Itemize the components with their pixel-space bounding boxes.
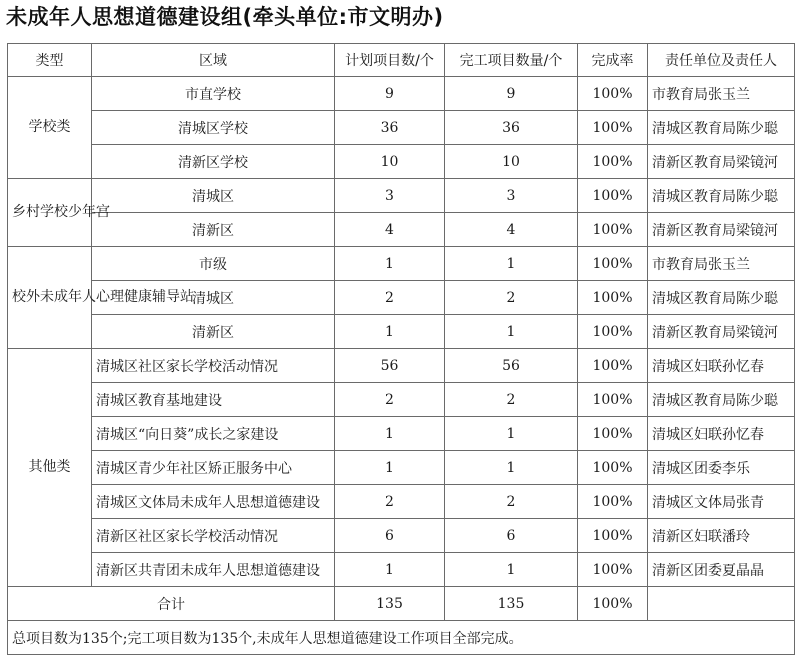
planned-cell: 10 [335,145,445,179]
rate-cell: 100% [578,519,648,553]
area-cell: 市级 [92,247,335,281]
total-label: 合计 [8,587,335,621]
header-area: 区域 [92,44,335,77]
area-cell: 清新区社区家长学校活动情况 [92,519,335,553]
area-cell: 清城区青少年社区矫正服务中心 [92,451,335,485]
table-row [8,179,795,213]
table-row [8,315,795,349]
rate-cell: 100% [578,111,648,145]
header-completed: 完工项目数量/个 [445,44,578,77]
rate-cell: 100% [578,77,648,111]
table-row [8,145,795,179]
responsible-cell: 清城区团委李乐 [648,451,795,485]
total-row [8,587,795,621]
table-row [8,519,795,553]
area-cell: 清新区共青团未成年人思想道德建设 [92,553,335,587]
responsible-cell: 清城区妇联孙忆春 [648,349,795,383]
type-cell: 校外未成年人心理健康辅导站 [8,247,92,349]
note-row [8,621,795,655]
responsible-cell: 清新区教育局梁镜河 [648,315,795,349]
rate-cell: 100% [578,281,648,315]
completed-cell: 6 [445,519,578,553]
completed-cell: 56 [445,349,578,383]
page-title: 未成年人思想道德建设组(牵头单位:市文明办) [6,5,444,29]
responsible-cell: 清新区妇联潘玲 [648,519,795,553]
type-cell: 乡村学校少年宫 [8,179,92,247]
responsible-cell: 清新区教育局梁镜河 [648,145,795,179]
responsible-cell: 清城区妇联孙忆春 [648,417,795,451]
planned-cell: 2 [335,485,445,519]
planned-cell: 2 [335,383,445,417]
table-row [8,111,795,145]
area-cell: 市直学校 [92,77,335,111]
area-cell: 清城区社区家长学校活动情况 [92,349,335,383]
completed-cell: 2 [445,485,578,519]
total-planned: 135 [335,587,445,621]
rate-cell: 100% [578,247,648,281]
responsible-cell: 市教育局张玉兰 [648,247,795,281]
responsible-cell: 市教育局张玉兰 [648,77,795,111]
type-cell: 其他类 [8,349,92,587]
table-row [8,383,795,417]
header-type: 类型 [8,44,92,77]
rate-cell: 100% [578,417,648,451]
area-cell: 清城区 [92,281,335,315]
rate-cell: 100% [578,451,648,485]
area-cell: 清新区 [92,315,335,349]
rate-cell: 100% [578,553,648,587]
rate-cell: 100% [578,145,648,179]
table-row [8,485,795,519]
completed-cell: 1 [445,247,578,281]
project-table [7,43,795,655]
table-row [8,349,795,383]
planned-cell: 56 [335,349,445,383]
responsible-cell: 清城区文体局张青 [648,485,795,519]
planned-cell: 6 [335,519,445,553]
responsible-cell: 清新区教育局梁镜河 [648,213,795,247]
summary-note: 总项目数为135个;完工项目数为135个,未成年人思想道德建设工作项目全部完成。 [8,621,795,655]
planned-cell: 36 [335,111,445,145]
responsible-cell: 清城区教育局陈少聪 [648,179,795,213]
rate-cell: 100% [578,349,648,383]
planned-cell: 1 [335,417,445,451]
completed-cell: 1 [445,451,578,485]
type-cell: 学校类 [8,77,92,179]
header-planned: 计划项目数/个 [335,44,445,77]
rate-cell: 100% [578,315,648,349]
planned-cell: 1 [335,315,445,349]
completed-cell: 2 [445,281,578,315]
table-row [8,77,795,111]
total-completed: 135 [445,587,578,621]
header-row [8,44,795,77]
table-row [8,553,795,587]
completed-cell: 1 [445,417,578,451]
planned-cell: 2 [335,281,445,315]
completed-cell: 9 [445,77,578,111]
planned-cell: 1 [335,451,445,485]
responsible-cell: 清城区教育局陈少聪 [648,111,795,145]
completed-cell: 36 [445,111,578,145]
completed-cell: 3 [445,179,578,213]
rate-cell: 100% [578,213,648,247]
area-cell: 清城区 [92,179,335,213]
total-responsible [648,587,795,621]
planned-cell: 1 [335,553,445,587]
total-rate: 100% [578,587,648,621]
completed-cell: 1 [445,553,578,587]
area-cell: 清城区文体局未成年人思想道德建设 [92,485,335,519]
table-row [8,417,795,451]
rate-cell: 100% [578,383,648,417]
responsible-cell: 清新区团委夏晶晶 [648,553,795,587]
planned-cell: 3 [335,179,445,213]
table-row [8,451,795,485]
area-cell: 清城区教育基地建设 [92,383,335,417]
rate-cell: 100% [578,179,648,213]
header-rate: 完成率 [578,44,648,77]
table-row [8,247,795,281]
responsible-cell: 清城区教育局陈少聪 [648,281,795,315]
header-responsible: 责任单位及责任人 [648,44,795,77]
completed-cell: 2 [445,383,578,417]
table-row [8,213,795,247]
responsible-cell: 清城区教育局陈少聪 [648,383,795,417]
area-cell: 清城区学校 [92,111,335,145]
planned-cell: 4 [335,213,445,247]
area-cell: 清新区 [92,213,335,247]
planned-cell: 9 [335,77,445,111]
area-cell: 清新区学校 [92,145,335,179]
area-cell: 清城区“向日葵”成长之家建设 [92,417,335,451]
completed-cell: 1 [445,315,578,349]
planned-cell: 1 [335,247,445,281]
rate-cell: 100% [578,485,648,519]
completed-cell: 4 [445,213,578,247]
completed-cell: 10 [445,145,578,179]
